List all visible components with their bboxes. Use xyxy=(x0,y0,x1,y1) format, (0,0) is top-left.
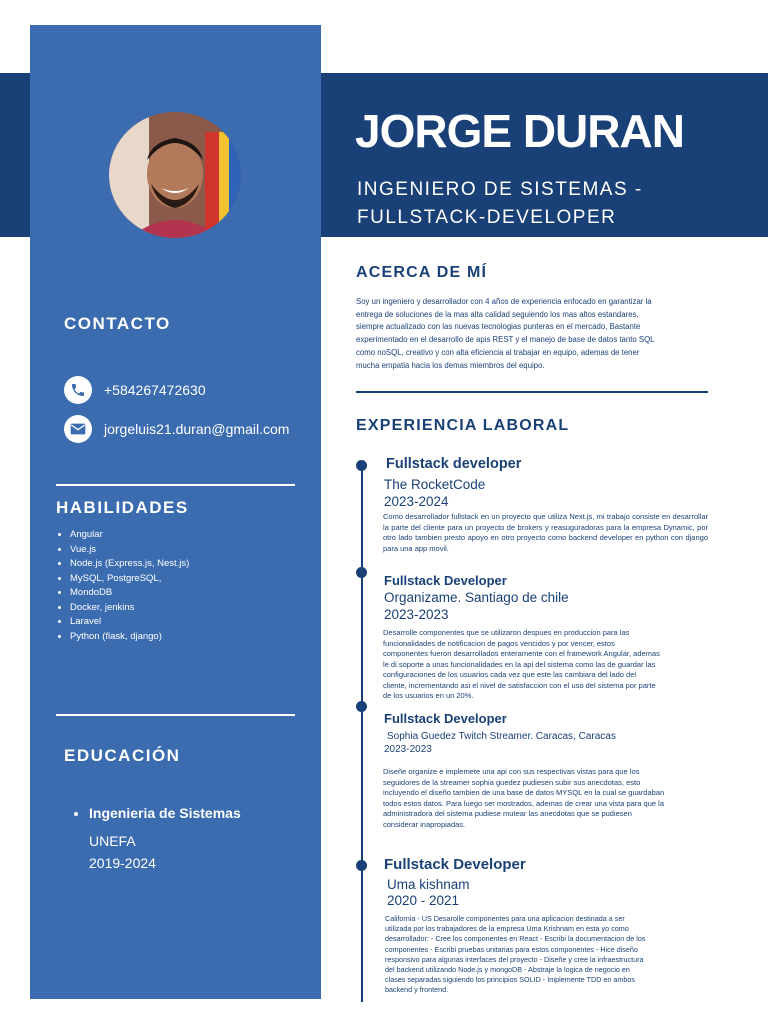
contact-email-row xyxy=(64,415,289,443)
skill-item: • Laravel xyxy=(70,615,200,630)
job-description: Desarrolle componentes que se utilizaron despues en produccion para las funcionalidades de notificacion de pagos vencidos y por vencer, estos componentes fueron desarrollados enteramente con el framework Angular, ademas le di soporte a unas funcionalidades en la api del sistema como las de guardar las configuraciones de los usuarios cada vez que este las cambiara del lado del cliente, incrementando asi el nivel de satisfaccion con el uso del sistema por parte de los usuarios en un 20%. xyxy=(383,628,660,700)
skill-item: • MondoDB xyxy=(70,586,200,601)
experience-timeline xyxy=(361,462,363,1002)
skill-item: • Docker, jenkins xyxy=(70,601,200,616)
profile-photo xyxy=(109,112,241,238)
skills-title: HABILIDADES xyxy=(56,498,189,517)
job-company: Sophia Guedez Twitch Streamer. Caracas, Caracas xyxy=(387,731,616,742)
about-text: Soy un ingeniero y desarrollador con 4 años de experiencia enfocado en garantizar la entrega de soluciones de la mas alta calidad seguiendo los mas altos estandares, siempre actualizado con las nuevas tecnologias punteras en el mercado, Bastante experimentado en el desarrollo de apis REST y el manejo de base de datos tanto SQL como noSQL, creativo y con alta eficiencia al trabajar en equipo, ademas de tener mucha empatia hacia los demas miembros del equipo. xyxy=(356,297,655,370)
timeline-dot xyxy=(356,860,367,871)
person-name: JORGE DURAN xyxy=(355,105,684,157)
job-company: The RocketCode xyxy=(384,477,486,492)
divider xyxy=(56,714,295,716)
job-description: Como desarrollador fullstack en un proyecto que utiliza Next.js, mi trabajo consiste en desarrollar la parte del cliente para un proyecto de brokers y reasuguradoras para la empresa Dynamic, por otro lado tambien presto apoyo en otro proyecto como backend developer en python con django para una app movil. xyxy=(383,512,708,553)
timeline-dot xyxy=(356,567,367,578)
timeline-dot xyxy=(356,460,367,471)
contact-phone-row xyxy=(64,376,206,404)
skill-item: • Angular xyxy=(70,528,200,543)
about-title: ACERCA DE MÍ xyxy=(356,264,488,281)
skill-item: • Python (flask, django) xyxy=(70,630,200,645)
job-role: Fullstack Developer xyxy=(384,856,526,873)
timeline-dot xyxy=(356,701,367,712)
experience-title: EXPERIENCIA LABORAL xyxy=(356,417,570,434)
divider xyxy=(56,484,295,486)
skill-item: • Vue.js xyxy=(70,543,200,558)
education-degree: • Ingenieria de Sistemas xyxy=(89,805,241,821)
job-role: Fullstack developer xyxy=(386,456,522,472)
job-company: Organizame. Santiago de chile xyxy=(384,590,569,605)
education-title: EDUCACIÓN xyxy=(64,746,181,765)
phone-icon xyxy=(64,376,92,404)
email-icon xyxy=(64,415,92,443)
job-role: Fullstack Developer xyxy=(384,711,507,726)
skill-item: • MySQL, PostgreSQL, xyxy=(70,572,200,587)
job-years: 2020 - 2021 xyxy=(387,893,460,908)
job-years: 2023-2023 xyxy=(384,607,449,622)
education-list xyxy=(72,805,241,821)
contact-title: CONTACTO xyxy=(64,314,171,333)
skill-item: • Node.js (Express.js, Nest.js) xyxy=(70,557,200,572)
education-years: 2019-2024 xyxy=(89,855,156,871)
divider xyxy=(356,391,708,393)
job-years: 2023-2023 xyxy=(384,744,432,755)
education-school: UNEFA xyxy=(89,833,136,849)
job-company: Uma kishnam xyxy=(387,877,470,892)
profile-photo-illustration xyxy=(109,112,241,238)
job-role: Fullstack Developer xyxy=(384,573,507,588)
contact-email: jorgeluis21.duran@gmail.com xyxy=(104,421,290,437)
skills-list xyxy=(56,528,200,644)
job-description: California - US Desarolle componentes para una aplicacion destinada a ser utilizada por los trabajadores de la empresa Uma Krishnam en esta yo como desarrollador: - Cree los componentes en React - Escribi la documentacion de los componentes - Escribi pruebas unitarias para estos componentes - Hice diseño responsivo para algunas interfaces del proyecto - Diseñe y cree la infraestructura del backend utilizando Node.js y mongoDB - Abstraje la logica de negocio en clases separadas siguiendo los principios SOLID - Implemente TDD en ambos backend y frontend. xyxy=(385,914,646,995)
job-description: Diseñe organize e implemete una api con sus respectivas vistas para que los seguidores de la streamer sophia guedez pudiesen subir sus anecdotas, esto incluyendo el diseño tambien de una base de datos MYSQL en la cual se guardaban todos estos datos. Para luego ser mostrados, ademas de crear una vista para que la administradora del sistema pudiese mutear las anecdotas que se pudiesen considerar inapropiadas. xyxy=(383,767,665,829)
sidebar xyxy=(30,25,321,999)
contact-phone: +584267472630 xyxy=(104,382,206,398)
job-years: 2023-2024 xyxy=(384,494,449,509)
job-title: INGENIERO DE SISTEMAS - FULLSTACK-DEVELOPER xyxy=(357,179,643,228)
